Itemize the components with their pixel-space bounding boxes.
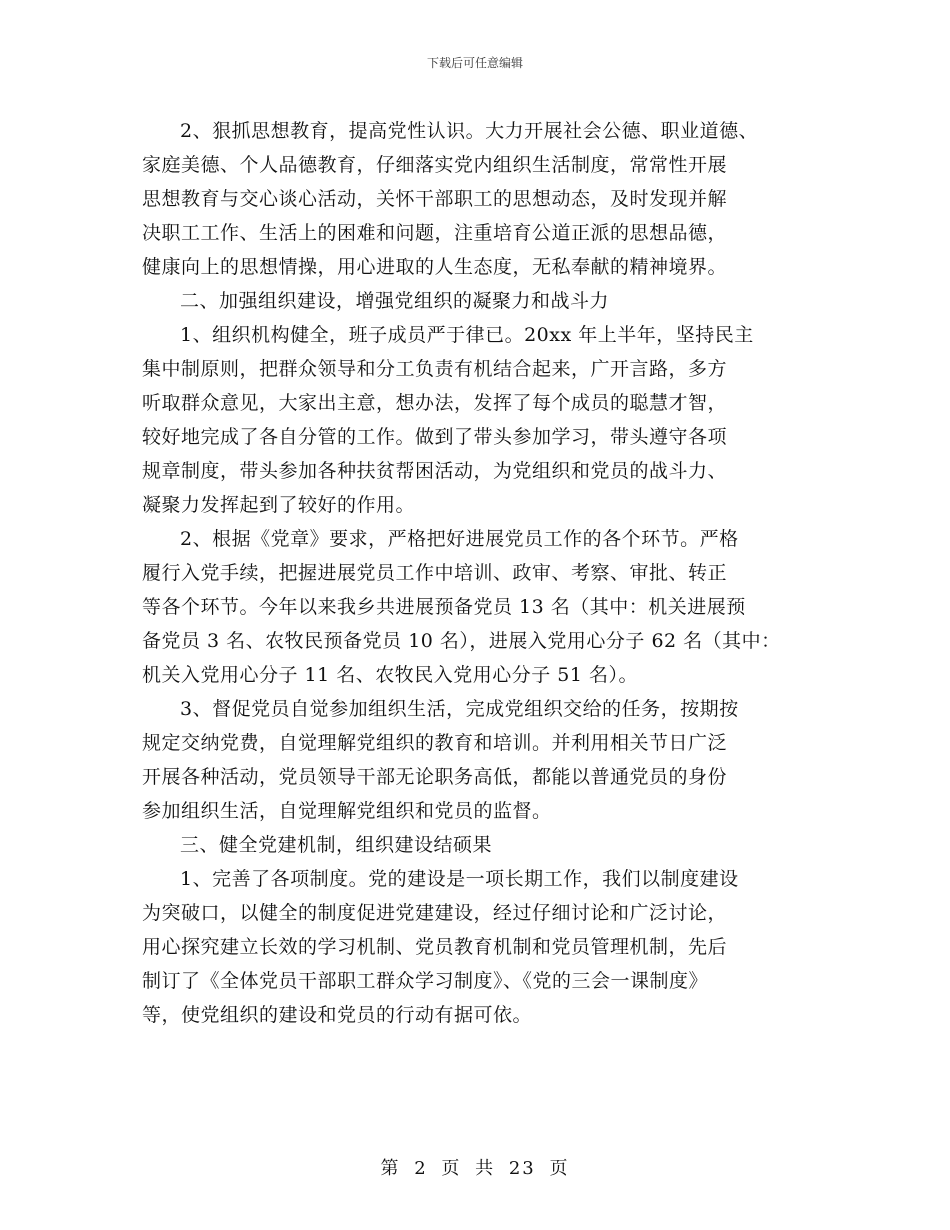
paragraph-organization-structure: 1、组织机构健全，班子成员严于律已。20xx 年上半年，坚持民主 集中制原则，把群众领导和分工负责有机结合起来，广开言路，多方 听取群众意见，大家出主意，想办法，发挥了每个成员的聪慧才智， 较好地完成了各自分管的工作。做到了带头参加学习，带头遵守各项 规章制度，带头参加各种扶贫帮困活动，为党组织和党员的战斗力、 凝聚力发挥起到了较好的作用。 [142,324,754,516]
page-number: 第 2 页 共 23 页 [380,1158,570,1179]
paragraph-ideological-education: 2、狠抓思想教育，提高党性认识。大力开展社会公德、职业道德、 家庭美德、个人品德教育，仔细落实党内组织生活制度，常常性开展 思想教育与交心谈心活动，关怀干部职工的思想动态，及时发现并解 决职工工作、生活上的困难和问题，注重培育公道正派的思想品德， 健康向上的思想情操，用心进取的人生态度，无私奉献的精神境界。 [142,120,759,278]
section-heading-organization: 二、加强组织建设，增强党组织的凝聚力和战斗力 [180,290,610,312]
document-body [142,114,822,1032]
header-note: 下载后可任意编辑 [426,56,523,70]
paragraph-systems-improvement: 1、完善了各项制度。党的建设是一项长期工作，我们以制度建设 为突破口，以健全的制度促进党建建设，经过仔细讨论和广泛讨论， 用心探究建立长效的学习机制、党员教育机制和党员管理机制，先后 制订了《全体党员干部职工群众学习制度》、《党的三会一课制度》 等，使党组织的建设和党员的行动有据可依。 [142,868,739,1026]
paragraph-organizational-life: 3、督促党员自觉参加组织生活，完成党组织交给的任务，按期按 规定交纳党费，自觉理解党组织的教育和培训。并利用相关节日广泛 开展各种活动，党员领导干部无论职务高低，都能以普通党员的身份 参加组织生活，自觉理解党组织和党员的监督。 [142,698,739,822]
section-heading-mechanism: 三、健全党建机制，组织建设结硕果 [180,834,493,856]
paragraph-party-membership: 2、根据《党章》要求，严格把好进展党员工作的各个环节。严格 履行入党手续，把握进展党员工作中培训、政审、考察、审批、转正 等各个环节。今年以来我乡共进展预备党员 13 名（其中：机关进展预 备党员 3 名、农牧民预备党员 10 名），进展入党用心分子 62 名（其中： 机关入党用心分子 11 名、农牧民入党用心分子 51 名）。 [142,528,781,686]
